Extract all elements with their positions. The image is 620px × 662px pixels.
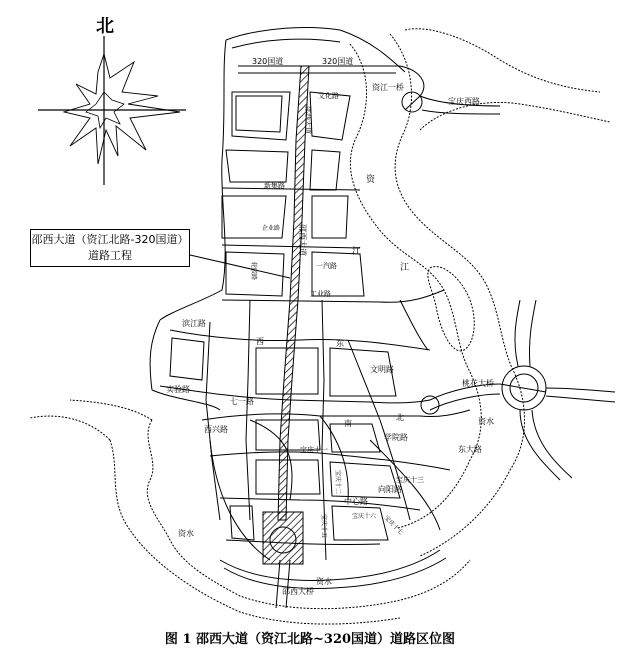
compass-rose [38,16,186,185]
project-road-shaoxi-avenue [263,66,309,564]
map-labels [166,56,494,596]
east-interchange [421,300,615,480]
label-road-nan: 南 [344,419,352,428]
label-road-xueyuan: 学院路 [384,433,408,442]
bridge-deck-right [286,560,290,608]
label-road-xi: 西 [256,337,264,346]
urban-outline [150,28,405,410]
label-road-wenhua: 文化路 [318,92,339,100]
callout-leader [190,255,290,281]
project-terminus-box [263,512,303,564]
project-callout [30,229,190,267]
label-road-shisan: 宝庆十三 [396,476,424,484]
label-bridge-shaoxi: 邵西大桥 [282,587,314,596]
label-shaoxi-main-2: 邵西大道 [298,224,307,256]
label-road-gongye: 工业路 [310,290,331,298]
label-road-xixing: 西兴路 [204,425,228,434]
south-bridge [276,560,290,608]
callout-line2: 道路工程 [88,249,132,262]
label-road-shier: 宝庆十二 [334,470,341,495]
label-river-jiang2: 江 [400,263,410,273]
label-road-shiwu: 宝庆十五 [320,514,327,539]
label-road-dong: 东 [336,339,344,348]
north-label: 北 [96,16,114,37]
wind-rose-polygon [64,54,180,164]
label-road-xinji: 新集路 [264,182,285,190]
label-river-zi: 资 [366,175,376,185]
label-road-lunjiao: 轮胶路 [250,262,257,281]
label-river-jiang1: 江 [352,247,362,257]
label-zijiang-bridge: 资江一桥 [372,83,404,92]
label-road-320-left: 320国道 [252,57,284,66]
label-river-zishui-3: 资水 [316,577,332,586]
figure-caption: 图 1 邵西大道（资江北路~320国道）道路区位图 [164,632,456,647]
label-road-wenming: 文明路 [370,365,394,374]
bridge-deck-left [276,560,280,608]
label-road-xiangyang: 向阳路 [378,485,402,494]
road-grid [160,66,500,588]
label-road-qiyi: 七一路 [230,397,254,406]
label-baoqing-road: 宝庆西路 [448,97,480,106]
label-road-shiqi: 宝庆十七 [382,514,405,537]
label-road-dongda: 东大路 [458,445,482,454]
label-road-qiye: 企业路 [262,225,281,232]
label-bridge-hongqi: 桃花大桥 [462,379,494,388]
label-shaoxi-main-1: 邵西大道 [304,106,312,134]
label-road-shiliu: 宝庆十六 [352,513,377,520]
label-road-bei: 北 [396,413,404,422]
label-road-zhongxin: 中心路 [344,497,368,506]
label-river-zishui-1: 资水 [478,417,494,426]
label-road-shiyan: 实验路 [166,385,190,394]
label-road-320-right: 320国道 [322,57,354,66]
callout-line1: 邵西大道（资江北路-320国道） [31,233,189,246]
label-river-zishui-2: 资水 [178,529,194,538]
label-road-binjiang: 滨江路 [182,319,206,328]
label-road-shiyi: 宝庆十一 [300,446,328,454]
label-road-yiqi: 一汽路 [316,262,337,270]
